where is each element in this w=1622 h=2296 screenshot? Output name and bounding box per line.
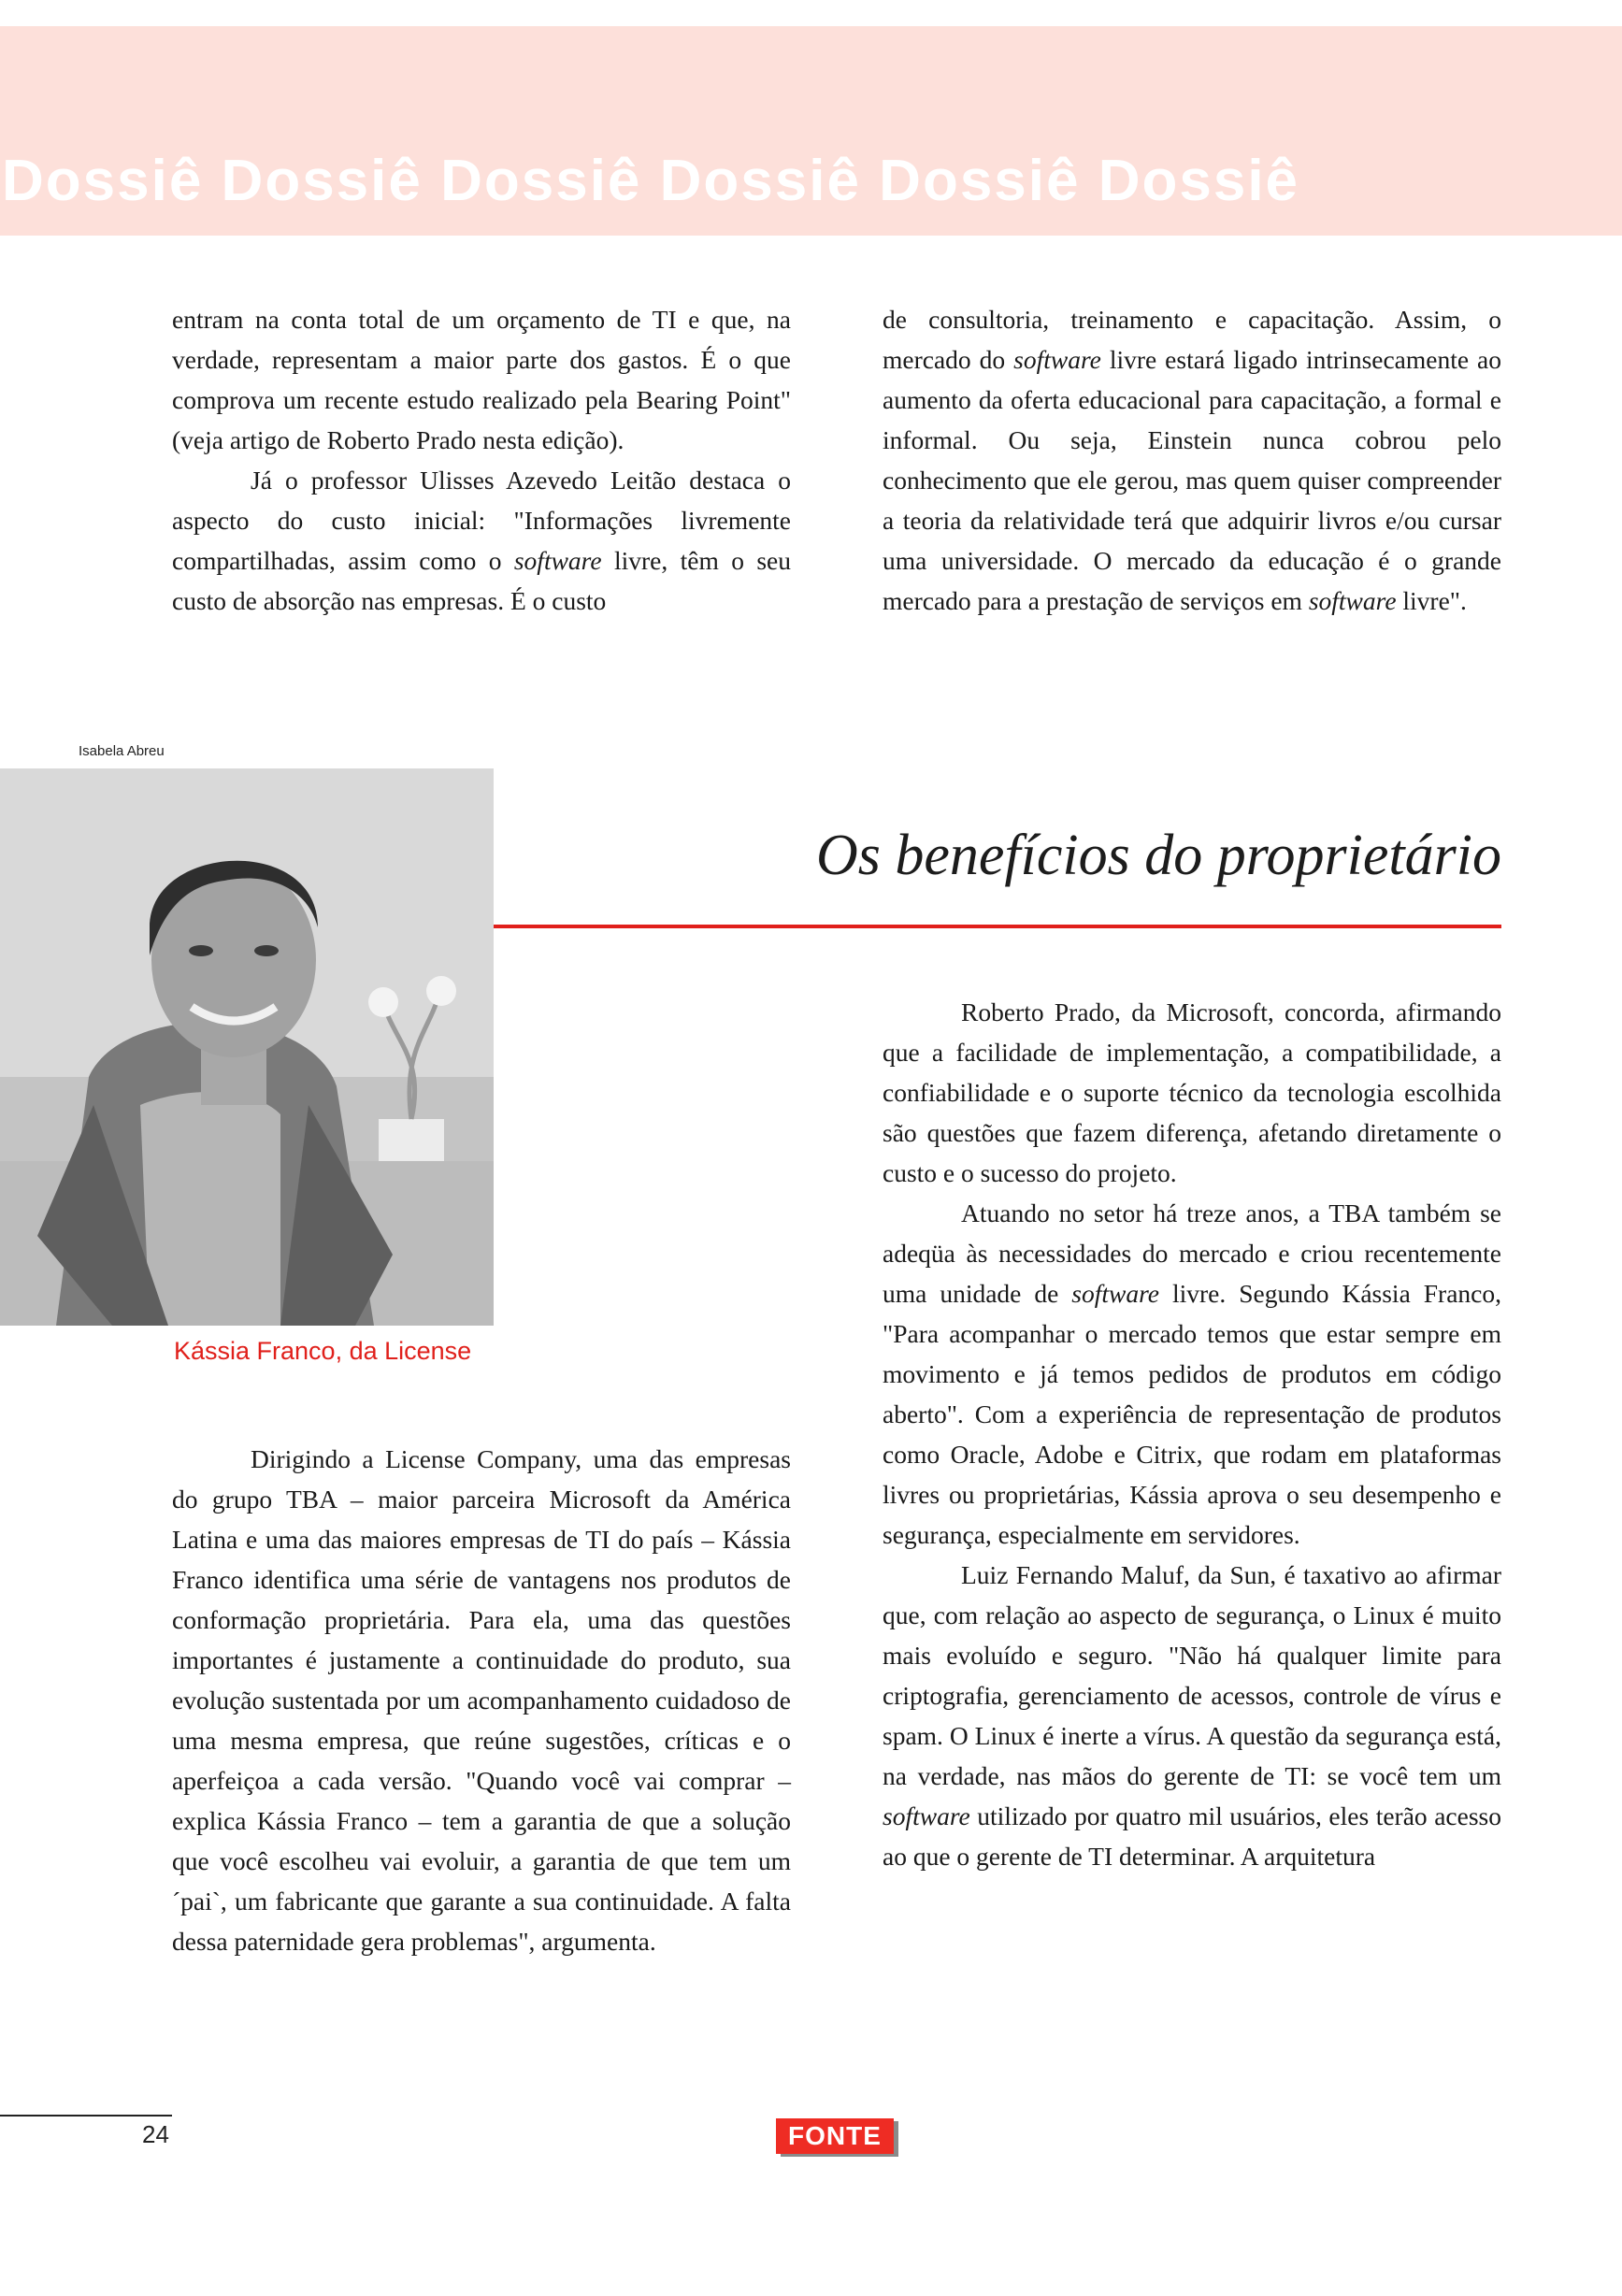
paragraph: Atuando no setor há treze anos, a TBA também se adeqüa às necessidades do mercado e criou recentemente uma unidade de software livre. Segundo Kássia Franco, "Para acompanhar o mercado temos que estar sempre em movimento e já temos pedidos de produtos em código aberto". Com a experiência de representação de produtos como Oracle, Adobe e Citrix, que rodam em plataformas livres ou proprietárias, Kássia aprova o seu desempenho e segurança, especialmente em servidores. xyxy=(883,1198,1501,1549)
top-right-column xyxy=(883,299,1501,621)
title-rule xyxy=(494,925,1501,928)
page-number: 24 xyxy=(142,2120,169,2148)
paragraph: Luiz Fernando Maluf, da Sun, é taxativo ao afirmar que, com relação ao aspecto de segurança, o Linux é muito mais evoluído e seguro. "Não há qualquer limite para criptografia, gerenciamento de acessos, controle de vírus e spam. O Linux é inerte a vírus. A questão da segurança está, na verdade, nas mãos do gerente de TI: se você tem um software utilizado por quatro mil usuários, eles terão acesso ao que o gerente de TI determinar. A arquitetura xyxy=(883,1560,1501,1871)
section-header-label: Dossiê Dossiê Dossiê Dossiê Dossiê Dossiê xyxy=(2,149,1300,213)
portrait-illustration xyxy=(0,768,494,1326)
bottom-right-column xyxy=(883,992,1501,1876)
paragraph: de consultoria, treinamento e capacitação. Assim, o mercado do software livre estará ligado intrinsecamente ao aumento da oferta educacional para capacitação, a formal e informal. Ou seja, Einstein nunca cobrou pelo conhecimento que ele gerou, mas quem quiser compreender a teoria da relatividade terá que adquirir livros e/ou cursar uma universidade. O mercado da educação é o grande mercado para a prestação de serviços em software livre". xyxy=(883,305,1502,615)
fonte-logo: FONTE xyxy=(776,2118,894,2154)
top-left-column xyxy=(172,299,791,621)
photo-credit: Isabela Abreu xyxy=(79,743,165,759)
paragraph: entram na conta total de um orçamento de TI e que, na verdade, representam a maior parte dos gastos. É o que comprova um recente estudo realizado pela Bearing Point" (veja artigo de Roberto Prado nesta edição). xyxy=(172,305,791,454)
portrait-photo xyxy=(0,768,494,1326)
paragraph: Já o professor Ulisses Azevedo Leitão destaca o aspecto do custo inicial: "Informações livremente compartilhadas, assim como o software livre, têm o seu custo de absorção nas empresas. É o custo xyxy=(172,466,791,615)
footer-rule xyxy=(0,2115,172,2117)
section-title: Os benefícios do proprietário xyxy=(815,824,1501,887)
paragraph: Roberto Prado, da Microsoft, concorda, afirmando que a facilidade de implementação, a compatibilidade, a confiabilidade e o suporte técnico da tecnologia escolhida são questões que fazem diferença, afetando diretamente o custo e o sucesso do projeto. xyxy=(883,997,1501,1187)
paragraph: Dirigindo a License Company, uma das empresas do grupo TBA – maior parceira Microsoft da América Latina e uma das maiores empresas de TI do país – Kássia Franco identifica uma série de vantagens nos produtos de conformação proprietária. Para ela, uma das questões importantes é justamente a continuidade do produto, sua evolução sustentada por um acompanhamento cuidadoso de uma mesma empresa, que reúne sugestões, críticas e o aperfeiçoa a cada versão. "Quando você vai comprar – explica Kássia Franco – tem a garantia de que a solução que você escolheu vai evoluir, a garantia de que tem um ´pai`, um fabricante que garante a sua continuidade. A falta dessa paternidade gera problemas", argumenta. xyxy=(172,1444,791,1956)
bottom-left-column xyxy=(172,1439,791,1961)
photo-caption: Kássia Franco, da License xyxy=(174,1337,472,1365)
